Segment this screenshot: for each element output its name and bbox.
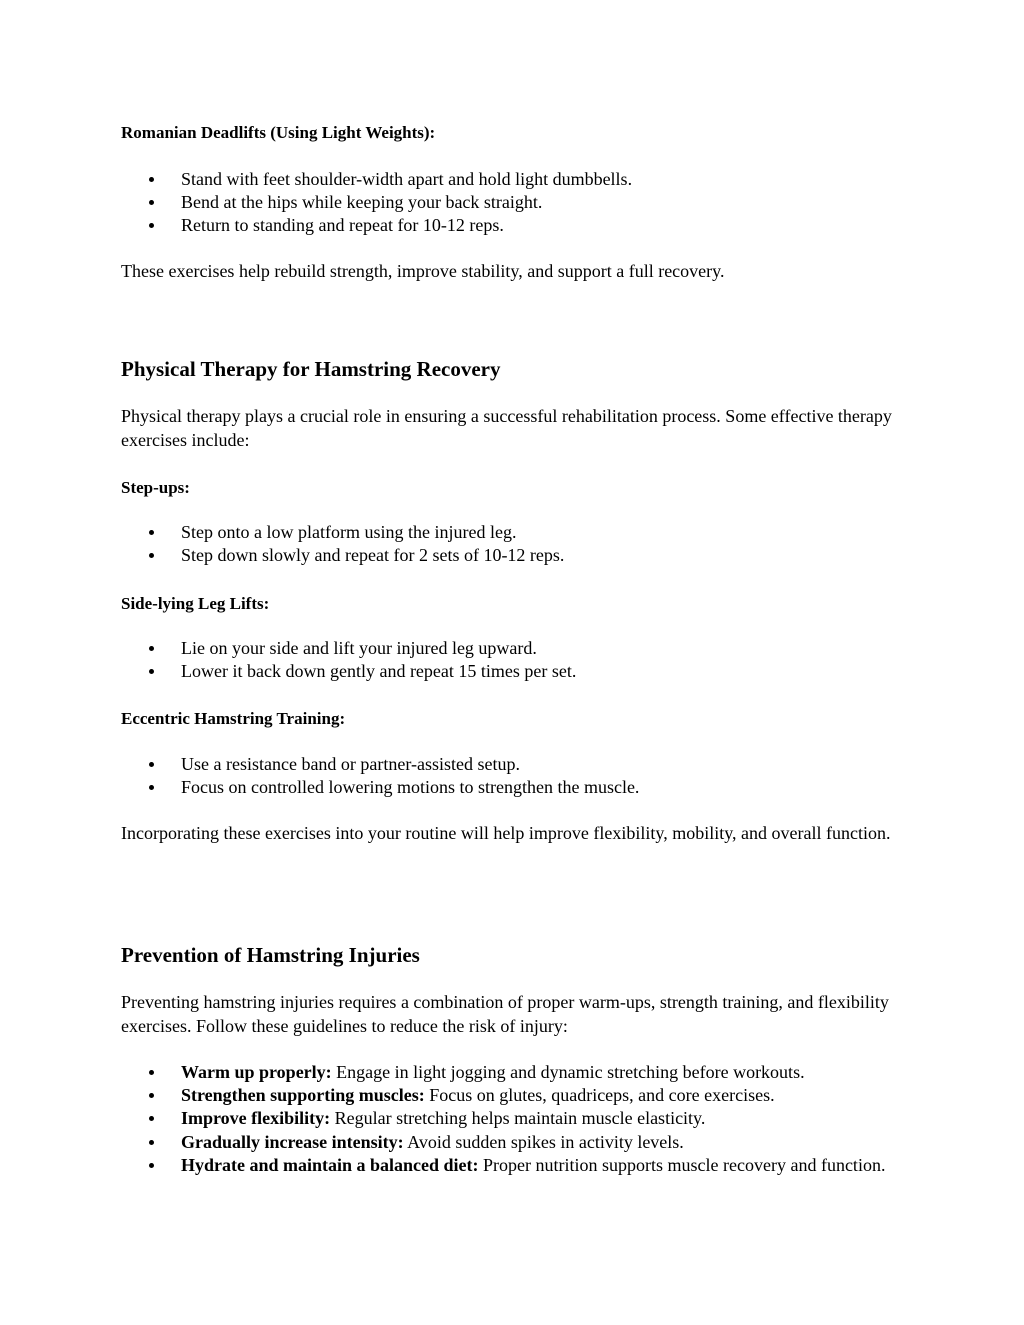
list-item: Use a resistance band or partner-assisted setup. [121,753,911,776]
list-item: Lower it back down gently and repeat 15 times per set. [121,660,911,683]
list-item: Step onto a low platform using the injured leg. [121,521,911,544]
bullet-icon [149,553,154,558]
bullet-icon [149,1163,154,1168]
bullet-icon [149,530,154,535]
step-ups-title: Step-ups: [121,478,190,497]
bullet-icon [149,1140,154,1145]
step-ups-list [121,521,911,567]
bullet-icon [149,785,154,790]
physical-therapy-summary: Incorporating these exercises into your routine will help improve flexibility, mobility, and overall function. [121,823,891,843]
physical-therapy-intro: Physical therapy plays a crucial role in ensuring a successful rehabilitation process. Some effective therapy exercises include: [121,406,892,450]
list-item: Improve flexibility: Regular stretching helps maintain muscle elasticity. [121,1107,911,1130]
bullet-icon [149,1116,154,1121]
side-lying-list [121,637,911,683]
list-item: Strengthen supporting muscles: Focus on glutes, quadriceps, and core exercises. [121,1084,911,1107]
list-item: Hydrate and maintain a balanced diet: Proper nutrition supports muscle recovery and function. [121,1154,911,1177]
eccentric-list [121,753,911,799]
side-lying-title: Side-lying Leg Lifts: [121,594,270,613]
romanian-summary: These exercises help rebuild strength, improve stability, and support a full recovery. [121,261,725,281]
list-item: Step down slowly and repeat for 2 sets of 10-12 reps. [121,544,911,567]
bullet-icon [149,223,154,228]
romanian-deadlifts-title: Romanian Deadlifts (Using Light Weights): [121,123,436,142]
bullet-icon [149,1070,154,1075]
prevention-heading: Prevention of Hamstring Injuries [121,943,420,967]
romanian-deadlifts-list [121,168,911,238]
list-item: Lie on your side and lift your injured leg upward. [121,637,911,660]
prevention-list [121,1061,911,1177]
eccentric-title: Eccentric Hamstring Training: [121,709,346,728]
list-item: Warm up properly: Engage in light jogging and dynamic stretching before workouts. [121,1061,911,1084]
bullet-icon [149,762,154,767]
bullet-icon [149,1093,154,1098]
list-item: Return to standing and repeat for 10-12 reps. [121,214,911,237]
list-item: Focus on controlled lowering motions to strengthen the muscle. [121,776,911,799]
physical-therapy-heading: Physical Therapy for Hamstring Recovery [121,357,501,381]
bullet-icon [149,669,154,674]
list-item: Gradually increase intensity: Avoid sudden spikes in activity levels. [121,1131,911,1154]
bullet-icon [149,177,154,182]
list-item: Stand with feet shoulder-width apart and hold light dumbbells. [121,168,911,191]
list-item: Bend at the hips while keeping your back straight. [121,191,911,214]
prevention-intro: Preventing hamstring injuries requires a combination of proper warm-ups, strength training, and flexibility exercises. Follow these guidelines to reduce the risk of injury: [121,992,889,1036]
bullet-icon [149,646,154,651]
bullet-icon [149,200,154,205]
